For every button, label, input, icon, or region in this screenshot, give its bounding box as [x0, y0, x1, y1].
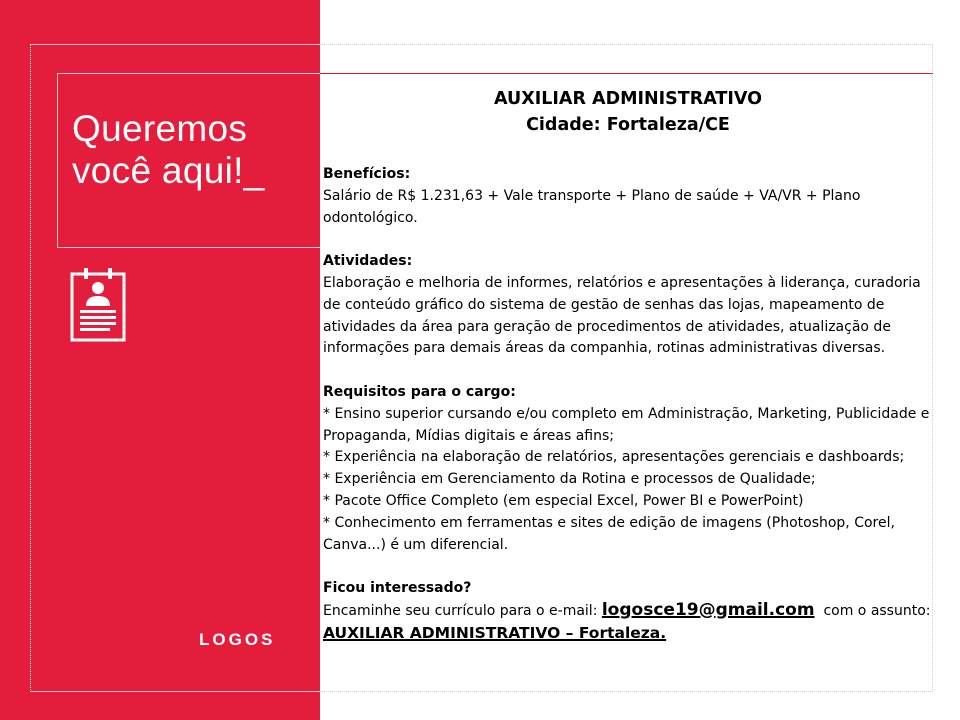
send-prefix: Encaminhe seu currículo para o e-mail: [323, 602, 602, 619]
requirement-item: * Pacote Office Completo (em especial Excel, Power BI e PowerPoint) [323, 492, 804, 509]
headline [72, 108, 265, 192]
activities-label: Atividades: [323, 253, 413, 270]
logos-logo: LOGOS [199, 630, 276, 649]
activities-text: Elaboração e melhoria de informes, relatórios e apresentações à liderança, curadoria de conteúdo gráfico do sistema de gestão de senhas das lojas, mapeamento de atividades da área para geração de procedimentos de atividades, atualização de informações para demais áreas da companhia, rotinas administrativas diversas. [323, 274, 921, 357]
job-posting [323, 86, 933, 645]
email-subject: AUXILIAR ADMINISTRATIVO – Fortaleza. [323, 623, 667, 642]
top-divider [320, 73, 933, 74]
requirement-item: * Conhecimento em ferramentas e sites de edição de imagens (Photoshop, Corel, Canva...) é um diferencial. [323, 514, 895, 553]
job-title: AUXILIAR ADMINISTRATIVO [494, 89, 762, 109]
requirement-item: * Experiência na elaboração de relatórios, apresentações gerenciais e dashboards; [323, 449, 905, 466]
job-city: Cidade: Fortaleza/CE [526, 115, 730, 135]
headline-line-1: Queremos [72, 108, 248, 149]
send-suffix: com o assunto: [814, 602, 931, 619]
clipboard-person-icon [70, 266, 126, 342]
benefits-text: Salário de R$ 1.231,63 + Vale transporte + Plano de saúde + VA/VR + Plano odontológico. [323, 187, 861, 226]
interested-label: Ficou interessado? [323, 580, 472, 597]
headline-line-2: você aqui!_ [72, 150, 265, 191]
requirements-label: Requisitos para o cargo: [323, 383, 516, 400]
requirement-item: * Experiência em Gerenciamento da Rotina e processos de Qualidade; [323, 471, 816, 488]
requirement-item: * Ensino superior cursando e/ou completo em Administração, Marketing, Publicidade e Propaganda, Mídias digitais e áreas afins; [323, 405, 930, 444]
email-link[interactable]: logosce19@gmail.com [601, 599, 815, 620]
send-instructions [323, 600, 933, 623]
benefits-label: Benefícios: [323, 166, 411, 182]
